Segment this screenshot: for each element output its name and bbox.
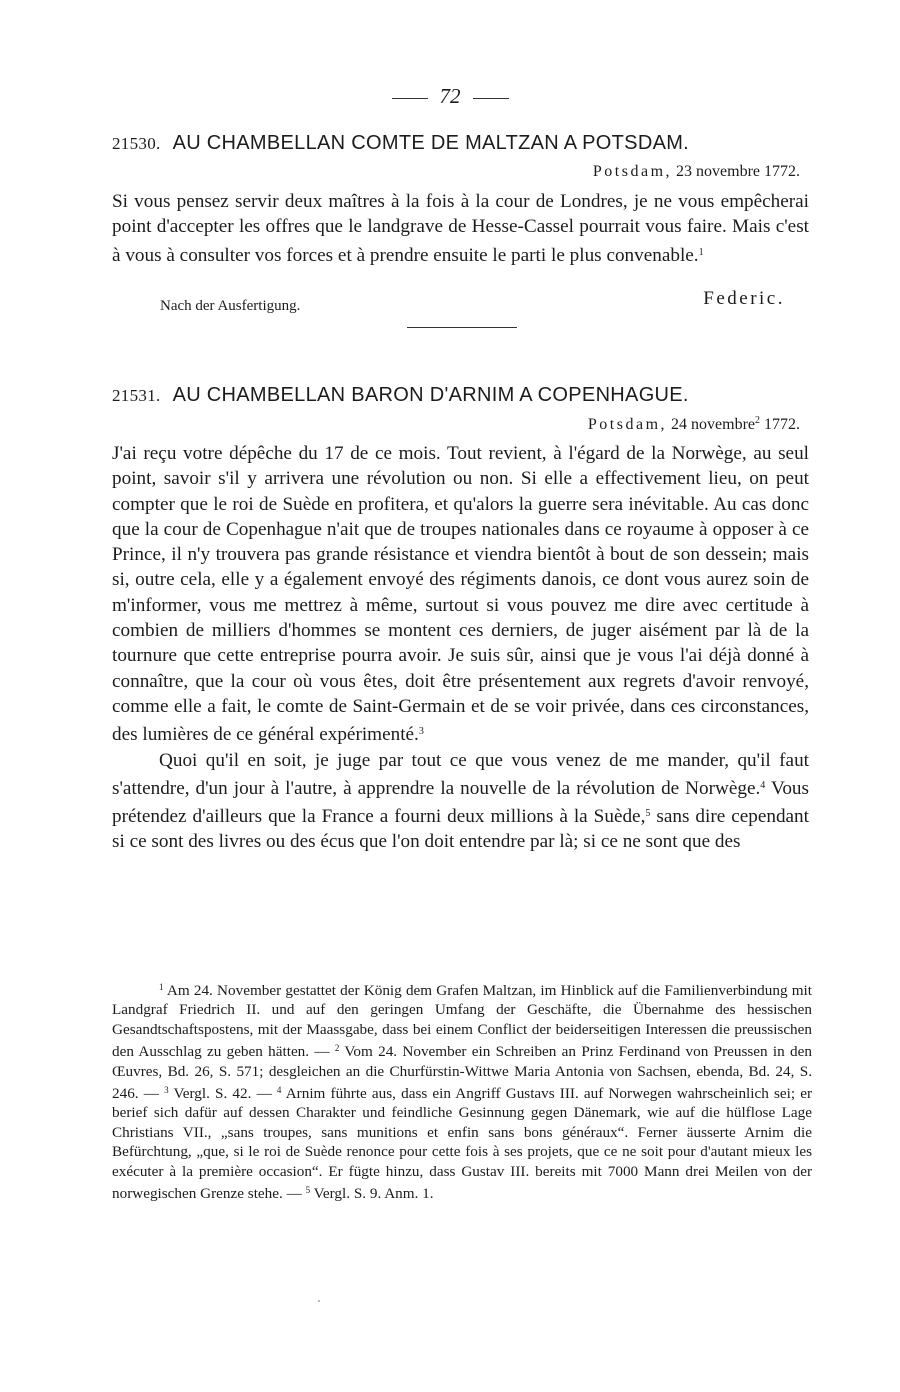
footnote-mark: 3 <box>164 1085 169 1096</box>
footnote-ref: 5 <box>645 808 651 820</box>
page-number-text: 72 <box>439 84 461 108</box>
footnote-ref: 2 <box>755 415 760 426</box>
footnote-ref: 1 <box>698 246 704 258</box>
dateline-place: Potsdam, <box>587 416 668 433</box>
letter-body-21530 <box>112 189 809 268</box>
letter-heading-21530 <box>112 132 812 155</box>
letter-recipient: AU CHAMBELLAN COMTE DE MALTZAN A POTSDAM. <box>172 132 690 154</box>
footnote-mark: 4 <box>276 1085 282 1096</box>
letter-number: 21531. <box>112 386 161 405</box>
dateline-21531 <box>588 415 800 434</box>
footnote-mark: 2 <box>334 1043 340 1054</box>
dateline-21530 <box>593 163 800 181</box>
dateline-year: 1772. <box>764 416 800 433</box>
footnote-mark: 5 <box>305 1185 311 1196</box>
letter-paragraph <box>112 441 809 748</box>
footnote-mark: 1 <box>159 982 164 992</box>
letter-recipient: AU CHAMBELLAN BARON D'ARNIM A COPENHAGUE. <box>172 384 689 406</box>
letter-paragraph <box>112 189 809 268</box>
dateline-place: Potsdam, <box>592 163 673 180</box>
footnote-text: Am 24. November gestattet der König dem Grafen Maltzan, im Hinblick auf die Familienverbindung mit Landgraf Friedrich II. und auf den geringen Umfang der Geschäfte, die Übernahme des hessischen Gesandtschaftspostens, mit der Maassgabe, dass bei einem Conflict der beiderseitigen Interessen die preussischen den Ausschlag zu geben hätten. — <box>112 982 812 1061</box>
paragraph-text: J'ai reçu votre dépêche du 17 de ce mois. Tout revient, à l'égard de la Norwège, au seul point, savoir s'il y arrivera une révolution ou non. Si elle a effectivement lieu, on peut compter que le roi de Suède en profitera, et qu'alors la guerre sera inévitable. Au cas donc que la cour de Copenhague n'ait que de troupes nationales dans ce royaume à opposer à ce Prince, il n'y trouvera pas grande résistance et viendra bientôt à bout de son dessein; mais si, outre cela, elle y a également envoyé des régiments danois, ce dont vous aurez soin de m'informer, vous me mettrez à même, surtout si vous pouvez me dire avec certitude à combien de milliers d'hommes se montent ces derniers, de juger aisément par là de la tournure que cette entreprise pourra avoir. Je suis sûr, ainsi que je vous l'ai déjà donné à connaître, que la cour où vous êtes, doit être présentement aux regrets d'avoir renvoyé, comme elle a fait, le comte de Saint-Germain et de se voir privée, dans ces circonstances, des lumières de ce général expérimenté. <box>112 443 809 746</box>
footnote-text: Vergl. S. 42. — <box>173 1085 277 1103</box>
letter-heading-21531 <box>112 384 812 407</box>
paragraph-text: Si vous pensez servir deux maîtres à la fois à la cour de Londres, je ne vous empêcherai point d'accepter les offres que le landgrave de Hesse-Cassel pourrait vous faire. Mais c'est à vous à consulter vos forces et à prendre ensuite le parti le plus convenable. <box>112 191 809 266</box>
footnotes <box>112 978 812 1203</box>
footnote-block <box>112 978 812 1203</box>
section-divider <box>407 327 517 328</box>
footnote-ref: 3 <box>418 726 424 738</box>
footnote-text: Vom 24. November ein Schreiben an Prinz Ferdinand von Preussen in den Œuvres, Bd. 26, S. 571; desgleichen an die Churfürstin-Wittwe Maria Antonia von Sachsen, ebenda, Bd. 24, S. 246. — <box>112 1043 812 1103</box>
page-number-dash-left <box>392 98 428 99</box>
letter-body-21531 <box>112 441 809 855</box>
letter-paragraph <box>112 748 809 855</box>
paragraph-text: Quoi qu'il en soit, je juge par tout ce que vous venez de me mander, qu'il faut s'attendre, d'un jour à l'autre, à apprendre la nouvelle de la révolution de Norwège. <box>112 749 809 799</box>
footnote-ref: 4 <box>760 779 766 791</box>
paragraph-text: Vous prétendez d'ailleurs que la France a fourni deux millions à la Suède, <box>112 777 809 828</box>
paragraph-text: sans dire cependant si ce sont des livres ou des écus que l'on doit entendre par là; si ce ne sont que des <box>112 806 809 853</box>
footnote-text: Arnim führte aus, dass ein Angriff Gustavs III. auf Norwegen wahrscheinlich sei; er berief sich dafür auf dessen Charakter und feindliche Gesinnung gegen Dänemark, wie auf die hülflose Lage Christians VII., „sans troupes, sans munitions et enfin sans bons généraux“. Ferner äusserte Arnim die Befürchtung, „que, si le roi de Suède renonce pour cette fois à ses projets, que ce ne soit pour d'autant mieux les exécuter à la première occasion“. Er fügte hinzu, dass Gustav III. bereits mit 7000 Mann drei Meilen von der norwegischen Grenze stehe. — <box>112 1085 812 1203</box>
signature: Federic. <box>703 288 785 309</box>
scan-speck <box>318 1300 320 1302</box>
letter-number: 21530. <box>112 134 161 153</box>
page-number-dash-right <box>473 98 509 99</box>
page-number <box>0 84 900 109</box>
dateline-date: 23 novembre 1772. <box>676 163 800 180</box>
dateline-date: 24 novembre <box>671 416 755 433</box>
source-note: Nach der Ausfertigung. <box>160 298 301 314</box>
footnote-text: Vergl. S. 9. Anm. 1. <box>313 1185 434 1203</box>
